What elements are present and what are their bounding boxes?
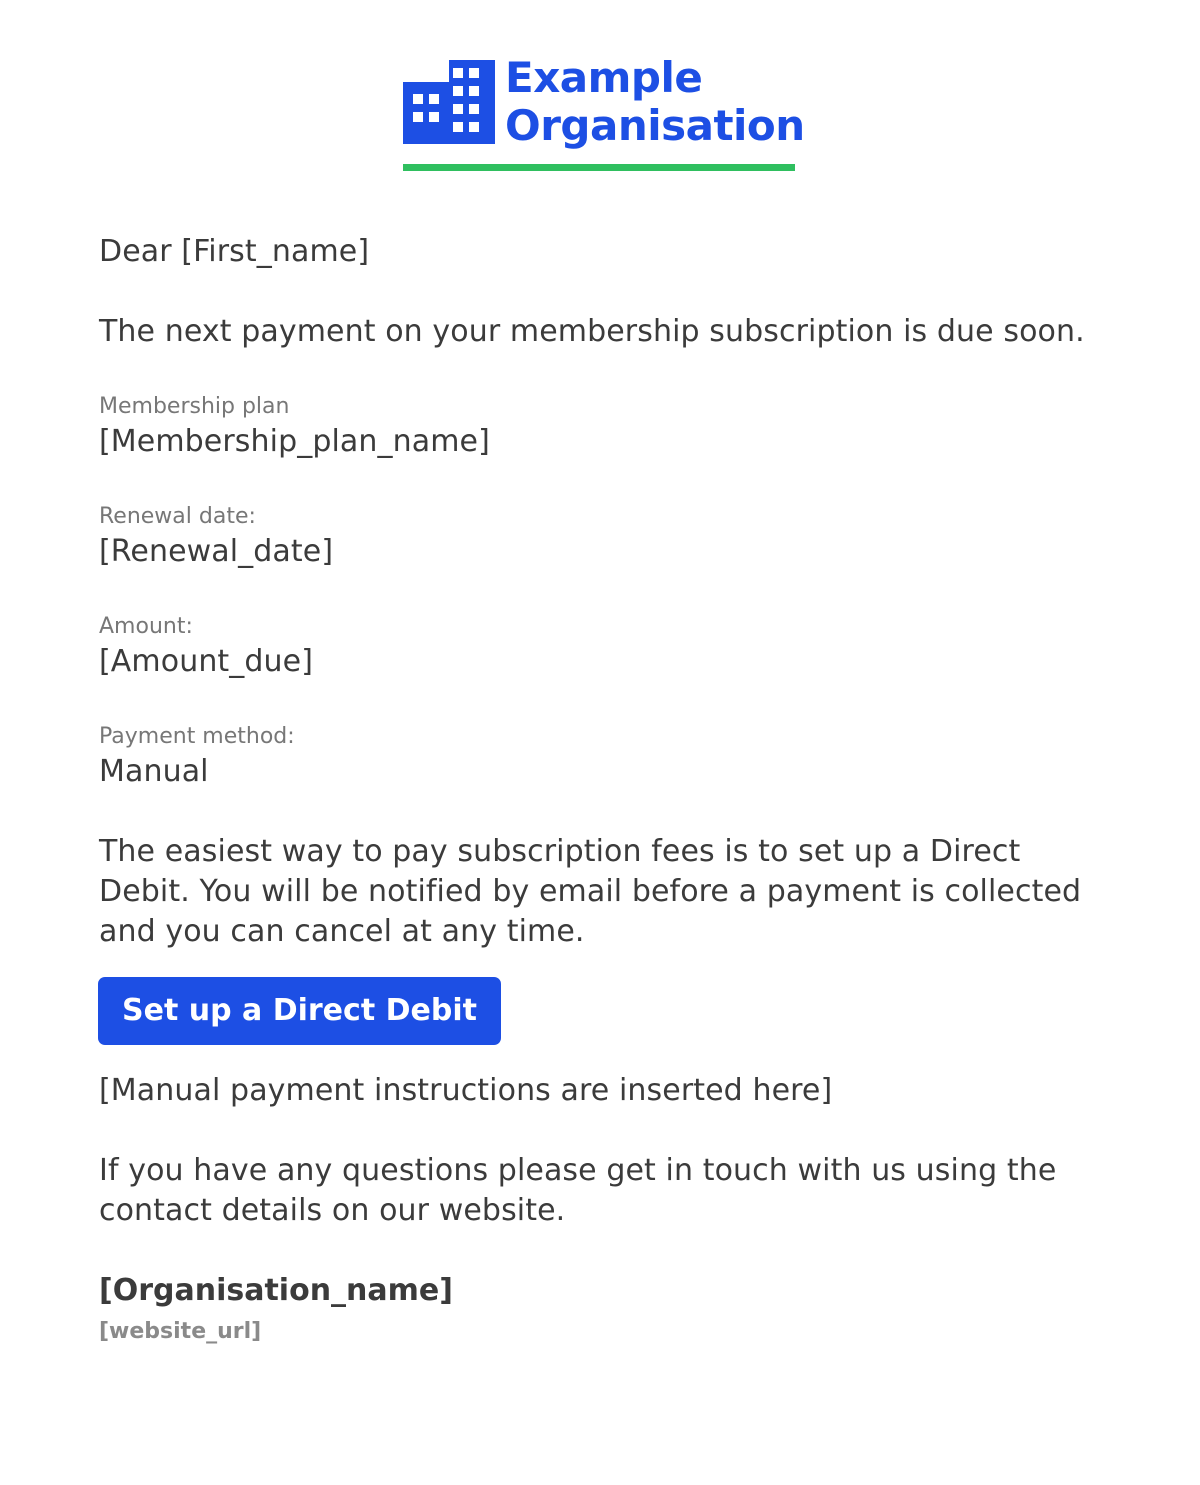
field-amount xyxy=(99,612,1099,682)
field-value: [Renewal_date] xyxy=(99,534,334,569)
field-payment-method xyxy=(99,722,1099,792)
field-value: Manual xyxy=(99,754,209,789)
field-value: [Membership_plan_name] xyxy=(99,424,490,459)
manual-instructions: [Manual payment instructions are inserted here] xyxy=(99,1073,833,1108)
building-icon xyxy=(403,60,495,144)
letter-body xyxy=(99,232,1099,1347)
questions-text: If you have any questions please get in touch with us using the contact details on our website. xyxy=(99,1153,1057,1228)
field-membership-plan xyxy=(99,392,1099,462)
greeting: Dear [First_name] xyxy=(99,234,370,269)
signature-url[interactable]: [website_url] xyxy=(99,1319,262,1344)
signature-name: [Organisation_name] xyxy=(99,1273,453,1308)
intro-text: The next payment on your membership subscription is due soon. xyxy=(99,314,1085,349)
logo-line-1: Example xyxy=(505,53,703,102)
logo-line-2: Organisation xyxy=(505,101,805,150)
field-label: Payment method: xyxy=(99,724,295,749)
field-label: Membership plan xyxy=(99,394,290,419)
logo-underline xyxy=(403,164,795,171)
field-label: Renewal date: xyxy=(99,504,256,529)
logo-wordmark xyxy=(505,54,805,150)
direct-debit-text: The easiest way to pay subscription fees is to set up a Direct Debit. You will be notified by email before a payment is collected and you can cancel at any time. xyxy=(99,834,1082,949)
field-value: [Amount_due] xyxy=(99,644,314,679)
setup-direct-debit-button[interactable]: Set up a Direct Debit xyxy=(98,977,501,1045)
field-renewal-date xyxy=(99,502,1099,572)
field-label: Amount: xyxy=(99,614,193,639)
organisation-logo xyxy=(403,53,805,171)
